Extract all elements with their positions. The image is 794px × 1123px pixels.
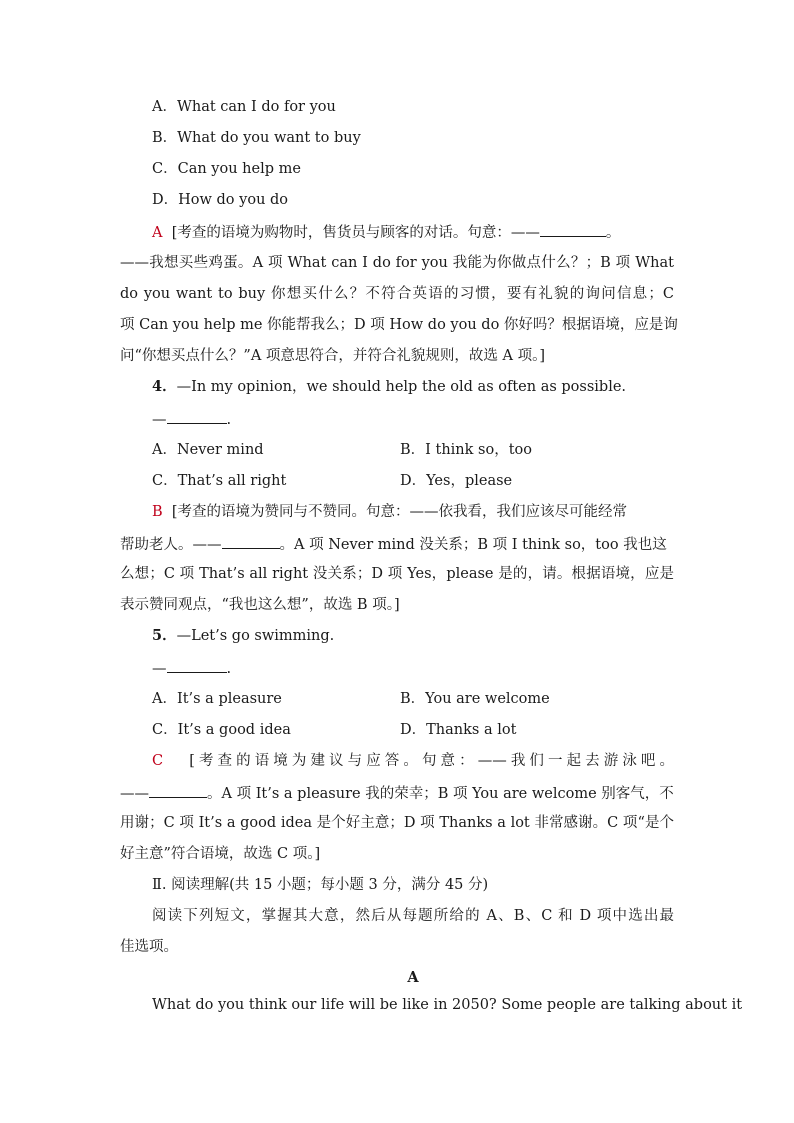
q4-explanation-text: 帮助老人。—— bbox=[120, 537, 222, 553]
q3-option-b: B．What do you want to buy bbox=[152, 130, 361, 146]
q4-option-c: C．That’s all right bbox=[152, 473, 287, 489]
section2-heading: Ⅱ. 阅读理解(共 15 小题；每小题 3 分，满分 45 分) bbox=[152, 877, 489, 893]
q5-option-c: C．It’s a good idea bbox=[152, 722, 291, 738]
q5-option-a: A．It’s a pleasure bbox=[152, 691, 282, 707]
q4-response-dash: — bbox=[152, 412, 167, 428]
q3-answer-letter: A bbox=[152, 225, 163, 241]
passage-first-line: What do you think our life will be like in 2050? Some people are talking about it bbox=[152, 997, 743, 1013]
q4-response-period: . bbox=[226, 412, 232, 428]
q5-option-d: D．Thanks a lot bbox=[400, 722, 517, 738]
q4-option-a: A．Never mind bbox=[152, 442, 264, 458]
q3-explanation-line-4: 项 Can you help me 你能帮我么；D 项 How do you do 你好吗？根据语境，应是询 bbox=[120, 317, 678, 333]
q5-question-text: —Let’s go swimming. bbox=[176, 628, 335, 644]
q3-explanation-text: [考查的语境为购物时，售货员与顾客的对话。句意：—— bbox=[171, 225, 540, 241]
q4-explanation-line-4: 表示赞同观点，“我也这么想”，故选 B 项。] bbox=[120, 597, 400, 613]
q5-explanation-text: 。A 项 It’s a pleasure 我的荣幸；B 项 You are welcome 别客气，不 bbox=[207, 786, 674, 802]
q4-explanation-text: 。A 项 Never mind 没关系；B 项 I think so，too 我也这 bbox=[279, 537, 667, 553]
q4-explanation-line-2 bbox=[120, 533, 674, 553]
q5-option-b: B．You are welcome bbox=[400, 691, 550, 707]
q5-response-period: . bbox=[226, 661, 232, 677]
q3-option-a: A．What can I do for you bbox=[152, 99, 336, 115]
q5-blank bbox=[167, 657, 227, 673]
q4-explanation-line-1 bbox=[152, 502, 674, 522]
q5-explanation-text: —— bbox=[120, 786, 149, 802]
q5-number: 5． bbox=[152, 627, 177, 644]
q5-explanation-line-1 bbox=[152, 751, 674, 771]
q4-blank bbox=[167, 408, 227, 424]
q5-explanation-text: [考查的语境为建议与应答。句意：——我们一起去游泳吧。 bbox=[189, 753, 675, 769]
q5-explanation-line-2 bbox=[120, 782, 674, 802]
q4-question-text: —In my opinion，we should help the old as often as possible. bbox=[176, 379, 627, 395]
q3-explanation-line-5: 问“你想买点什么？”A 项意思符合，并符合礼貌规则，故选 A 项。] bbox=[120, 348, 546, 364]
section2-instructions-line-1: 阅读下列短文，掌握其大意，然后从每题所给的 A、B、C 和 D 项中选出最 bbox=[152, 908, 674, 924]
q5-explanation-line-4: 好主意”符合语境，故选 C 项。] bbox=[120, 846, 321, 862]
q3-option-d: D．How do you do bbox=[152, 192, 289, 208]
q3-explanation-line-1 bbox=[152, 221, 674, 241]
q4-option-d: D．Yes，please bbox=[400, 473, 513, 489]
q3-option-c: C．Can you help me bbox=[152, 161, 301, 177]
q3-explanation-text: 。 bbox=[605, 225, 621, 241]
q5-response-dash: — bbox=[152, 661, 167, 677]
q4-blank bbox=[222, 533, 280, 549]
q4-explanation-line-3: 么想；C 项 That’s all right 没关系；D 项 Yes，please 是的，请。根据语境，应是 bbox=[120, 566, 674, 582]
q3-blank bbox=[540, 221, 606, 237]
q4-option-b: B．I think so，too bbox=[400, 442, 532, 458]
q5-answer-letter: C bbox=[152, 753, 164, 769]
q4-question bbox=[152, 377, 674, 397]
q4-response bbox=[152, 408, 674, 428]
q5-question bbox=[152, 626, 674, 646]
q4-answer-letter: B bbox=[152, 504, 163, 520]
q5-blank bbox=[149, 782, 207, 798]
q4-explanation-text: [考查的语境为赞同与不赞同。句意：——依我看，我们应该尽可能经常 bbox=[171, 504, 628, 520]
section2-instructions-line-2: 佳选项。 bbox=[120, 939, 178, 955]
q5-explanation-line-3: 用谢；C 项 It’s a good idea 是个好主意；D 项 Thanks a lot 非常感谢。C 项“是个 bbox=[120, 815, 674, 831]
q3-explanation-line-3: do you want to buy 你想买什么？不符合英语的习惯，要有礼貌的询问信息；C bbox=[120, 286, 674, 302]
q4-number: 4． bbox=[152, 378, 177, 395]
q5-response bbox=[152, 657, 674, 677]
q3-explanation-line-2: ——我想买些鸡蛋。A 项 What can I do for you 我能为你做点什么？；B 项 What bbox=[120, 255, 674, 271]
passage-label: A bbox=[407, 969, 419, 986]
